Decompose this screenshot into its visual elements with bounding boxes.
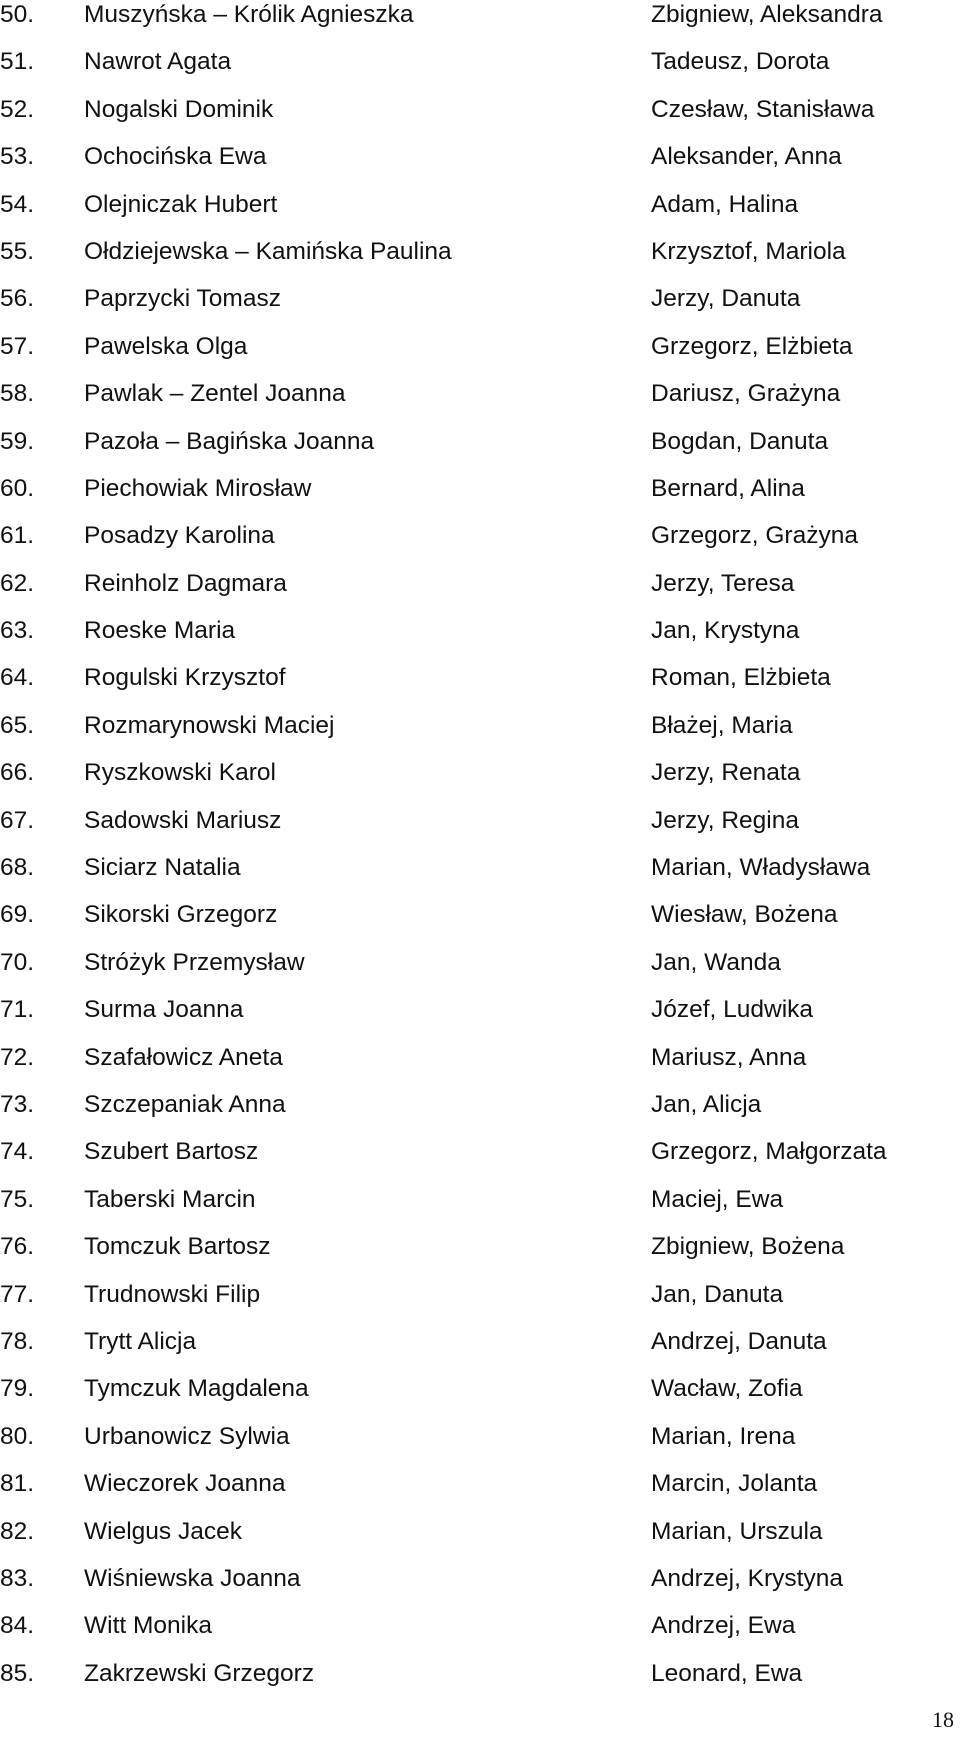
list-item xyxy=(0,853,960,900)
entry-name: Wiśniewska Joanna xyxy=(84,1564,301,1592)
list-item xyxy=(0,1137,960,1184)
entry-name: Roeske Maria xyxy=(84,617,236,645)
entry-number: 76. xyxy=(0,1233,35,1261)
entry-number: 72. xyxy=(0,1043,35,1071)
entry-parents: Jan, Danuta xyxy=(651,1280,784,1308)
entry-name: Urbanowicz Sylwia xyxy=(84,1422,290,1450)
entry-number: 51. xyxy=(0,48,35,76)
entry-number: 52. xyxy=(0,95,35,123)
entry-name: Ryszkowski Karol xyxy=(84,759,276,787)
list-item xyxy=(0,1469,960,1516)
entry-parents: Jan, Krystyna xyxy=(651,617,800,645)
entry-name: Rozmarynowski Maciej xyxy=(84,711,335,739)
page-number: 18 xyxy=(932,1707,954,1732)
entry-parents: Jerzy, Danuta xyxy=(651,285,801,313)
entry-number: 60. xyxy=(0,474,35,502)
entry-parents: Zbigniew, Aleksandra xyxy=(651,1,883,28)
entry-number: 54. xyxy=(0,190,35,218)
entry-name: Szubert Bartosz xyxy=(84,1138,259,1166)
entry-parents: Grzegorz, Małgorzata xyxy=(651,1138,887,1166)
entry-name: Ochocińska Ewa xyxy=(84,143,267,171)
list-item xyxy=(0,711,960,758)
entry-parents: Czesław, Stanisława xyxy=(651,95,875,123)
entry-name: Sikorski Grzegorz xyxy=(84,901,278,929)
entry-number: 83. xyxy=(0,1564,35,1592)
list-item xyxy=(0,427,960,474)
list-item xyxy=(0,142,960,189)
entry-parents: Mariusz, Anna xyxy=(651,1043,807,1071)
entry-parents: Andrzej, Danuta xyxy=(651,1327,827,1355)
entry-parents: Zbigniew, Bożena xyxy=(651,1233,845,1261)
entry-number: 68. xyxy=(0,854,35,882)
entry-name: Nawrot Agata xyxy=(84,48,232,76)
entry-name: Wieczorek Joanna xyxy=(84,1470,286,1498)
list-item xyxy=(0,1611,960,1658)
entry-parents: Andrzej, Ewa xyxy=(651,1612,796,1640)
list-item xyxy=(0,663,960,710)
entry-parents: Marian, Urszula xyxy=(651,1517,823,1545)
entry-parents: Tadeusz, Dorota xyxy=(651,48,830,76)
list-item xyxy=(0,1659,960,1706)
list-item xyxy=(0,1422,960,1469)
entry-parents: Maciej, Ewa xyxy=(651,1185,784,1213)
entry-number: 81. xyxy=(0,1470,35,1498)
list-item xyxy=(0,0,960,47)
entry-name: Trudnowski Filip xyxy=(84,1280,261,1308)
entry-name: Witt Monika xyxy=(84,1612,212,1640)
entry-parents: Adam, Halina xyxy=(651,190,799,218)
entry-name: Stróżyk Przemysław xyxy=(84,948,305,976)
entry-name: Wielgus Jacek xyxy=(84,1517,242,1545)
list-item xyxy=(0,806,960,853)
list-item xyxy=(0,521,960,568)
entry-parents: Krzysztof, Mariola xyxy=(651,237,846,265)
entry-parents: Marian, Irena xyxy=(651,1422,796,1450)
list-item xyxy=(0,190,960,237)
entry-parents: Jerzy, Teresa xyxy=(651,569,795,597)
entry-name: Zakrzewski Grzegorz xyxy=(84,1659,315,1687)
entry-number: 79. xyxy=(0,1375,35,1403)
list-item xyxy=(0,900,960,947)
entry-parents: Roman, Elżbieta xyxy=(651,664,831,692)
entry-name: Szczepaniak Anna xyxy=(84,1090,286,1118)
entry-number: 65. xyxy=(0,711,35,739)
entry-number: 67. xyxy=(0,806,35,834)
entry-name: Paprzycki Tomasz xyxy=(84,285,281,313)
entry-parents: Błażej, Maria xyxy=(651,711,793,739)
entry-number: 62. xyxy=(0,569,35,597)
list-item xyxy=(0,332,960,379)
entry-name: Sadowski Mariusz xyxy=(84,806,282,834)
entry-name: Pawelska Olga xyxy=(84,332,248,360)
entry-number: 64. xyxy=(0,664,35,692)
list-item xyxy=(0,1090,960,1137)
list-item xyxy=(0,379,960,426)
entry-number: 59. xyxy=(0,427,35,455)
entry-number: 56. xyxy=(0,285,35,313)
entry-number: 77. xyxy=(0,1280,35,1308)
entry-parents: Wiesław, Bożena xyxy=(651,901,838,929)
entry-name: Trytt Alicja xyxy=(84,1327,197,1355)
entry-name: Pazoła – Bagińska Joanna xyxy=(84,427,375,455)
entry-parents: Wacław, Zofia xyxy=(651,1375,803,1403)
entry-number: 85. xyxy=(0,1659,35,1687)
entry-parents: Andrzej, Krystyna xyxy=(651,1564,843,1592)
entry-number: 84. xyxy=(0,1612,35,1640)
list-item xyxy=(0,1327,960,1374)
entry-name: Rogulski Krzysztof xyxy=(84,664,286,692)
list-item xyxy=(0,569,960,616)
list-item xyxy=(0,1043,960,1090)
list-item xyxy=(0,1564,960,1611)
entry-number: 63. xyxy=(0,617,35,645)
entry-number: 50. xyxy=(0,1,35,28)
entry-name: Posadzy Karolina xyxy=(84,522,275,550)
entry-name: Tomczuk Bartosz xyxy=(84,1233,271,1261)
entry-name: Taberski Marcin xyxy=(84,1185,256,1213)
entry-name: Muszyńska – Królik Agnieszka xyxy=(84,1,414,28)
entry-number: 82. xyxy=(0,1517,35,1545)
list-item xyxy=(0,474,960,521)
entry-name: Reinholz Dagmara xyxy=(84,569,287,597)
entry-parents: Grzegorz, Elżbieta xyxy=(651,332,853,360)
entry-number: 55. xyxy=(0,237,35,265)
entry-name: Siciarz Natalia xyxy=(84,854,241,882)
entry-parents: Józef, Ludwika xyxy=(651,996,814,1024)
list-item xyxy=(0,1232,960,1279)
entry-number: 61. xyxy=(0,522,35,550)
entry-parents: Aleksander, Anna xyxy=(651,143,842,171)
entry-name: Piechowiak Mirosław xyxy=(84,474,312,502)
list-item xyxy=(0,616,960,663)
entry-number: 58. xyxy=(0,380,35,408)
entry-number: 80. xyxy=(0,1422,35,1450)
entry-parents: Marcin, Jolanta xyxy=(651,1470,818,1498)
list-item xyxy=(0,1517,960,1564)
entry-number: 69. xyxy=(0,901,35,929)
entry-parents: Bernard, Alina xyxy=(651,474,805,502)
entry-parents: Jerzy, Regina xyxy=(651,806,799,834)
list-item xyxy=(0,1374,960,1421)
entry-number: 66. xyxy=(0,759,35,787)
list-item xyxy=(0,995,960,1042)
list-item xyxy=(0,758,960,805)
entry-parents: Leonard, Ewa xyxy=(651,1659,803,1687)
entry-number: 75. xyxy=(0,1185,35,1213)
entry-name: Olejniczak Hubert xyxy=(84,190,278,218)
list-item xyxy=(0,47,960,94)
entry-number: 57. xyxy=(0,332,35,360)
entry-name: Surma Joanna xyxy=(84,996,244,1024)
entry-number: 70. xyxy=(0,948,35,976)
entry-number: 73. xyxy=(0,1090,35,1118)
entry-name: Ołdziejewska – Kamińska Paulina xyxy=(84,237,452,265)
list-item xyxy=(0,95,960,142)
entry-parents: Marian, Władysława xyxy=(651,854,871,882)
entry-parents: Jan, Alicja xyxy=(651,1090,762,1118)
list-item xyxy=(0,948,960,995)
entry-parents: Grzegorz, Grażyna xyxy=(651,522,858,550)
entry-name: Pawlak – Zentel Joanna xyxy=(84,380,346,408)
entry-name: Tymczuk Magdalena xyxy=(84,1375,309,1403)
entry-parents: Jan, Wanda xyxy=(651,948,781,976)
entry-number: 53. xyxy=(0,143,35,171)
entry-parents: Jerzy, Renata xyxy=(651,759,801,787)
list-item xyxy=(0,284,960,331)
entry-number: 74. xyxy=(0,1138,35,1166)
entry-number: 78. xyxy=(0,1327,35,1355)
entry-number: 71. xyxy=(0,996,35,1024)
entry-name: Nogalski Dominik xyxy=(84,95,274,123)
list-item xyxy=(0,1185,960,1232)
entry-parents: Bogdan, Danuta xyxy=(651,427,829,455)
entry-parents: Dariusz, Grażyna xyxy=(651,380,841,408)
list-item xyxy=(0,1280,960,1327)
list-item xyxy=(0,237,960,284)
entry-name: Szafałowicz Aneta xyxy=(84,1043,283,1071)
